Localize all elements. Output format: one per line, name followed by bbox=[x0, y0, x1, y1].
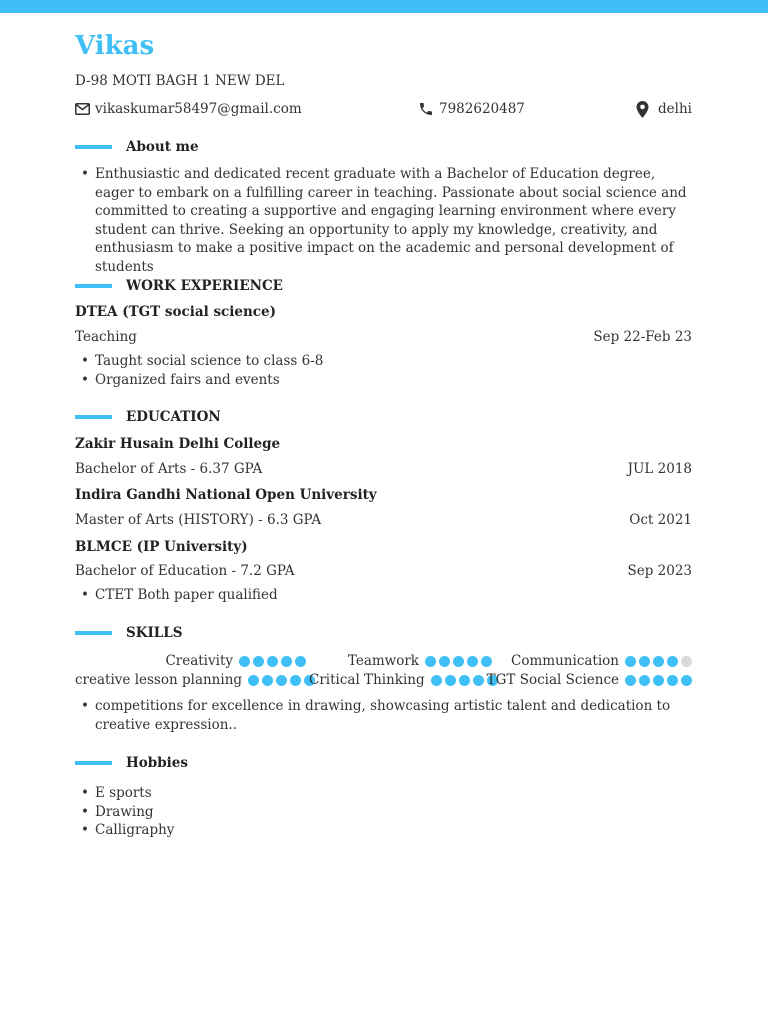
rating-dot-filled bbox=[667, 656, 678, 667]
rating-dot-filled bbox=[248, 675, 259, 686]
top-accent-bar bbox=[0, 0, 768, 13]
rating-dot-filled bbox=[262, 675, 273, 686]
education-degree: Bachelor of Arts - 6.37 GPA bbox=[75, 461, 263, 477]
section-title-skills: SKILLS bbox=[126, 625, 183, 641]
contact-row bbox=[75, 100, 692, 118]
rating-dot-filled bbox=[431, 675, 442, 686]
hobbies-list bbox=[75, 784, 692, 840]
rating-dot-filled bbox=[481, 656, 492, 667]
rating-dot-filled bbox=[276, 675, 287, 686]
education-date: Sep 2023 bbox=[627, 563, 692, 579]
education-degree-row bbox=[75, 562, 692, 580]
skill-rating bbox=[625, 675, 695, 686]
skill-name: Communication bbox=[511, 653, 619, 669]
skill-teamwork bbox=[348, 652, 495, 670]
skill-rating bbox=[248, 675, 318, 686]
work-dates: Sep 22-Feb 23 bbox=[593, 329, 692, 345]
skill-name: creative lesson planning bbox=[75, 672, 243, 688]
section-title-education: EDUCATION bbox=[126, 409, 221, 425]
work-role-row bbox=[75, 328, 692, 346]
list-item: • Taught social science to class 6-8 bbox=[75, 352, 692, 371]
rating-dot-filled bbox=[267, 656, 278, 667]
candidate-name: Vikas bbox=[75, 31, 155, 61]
rating-dot-filled bbox=[290, 675, 301, 686]
rating-dot-filled bbox=[473, 675, 484, 686]
rating-dot-filled bbox=[239, 656, 250, 667]
education-date: Oct 2021 bbox=[629, 512, 692, 528]
section-header-work bbox=[75, 277, 692, 295]
location-text: delhi bbox=[658, 101, 692, 117]
rating-dot-filled bbox=[467, 656, 478, 667]
education-school: Indira Gandhi National Open University bbox=[75, 487, 377, 503]
education-degree-row bbox=[75, 511, 692, 529]
list-item: • Organized fairs and events bbox=[75, 371, 692, 390]
skill-creativity bbox=[165, 652, 309, 670]
skill-name: TGT Social Science bbox=[486, 672, 619, 688]
education-school: Zakir Husain Delhi College bbox=[75, 436, 281, 452]
list-item: • CTET Both paper qualified bbox=[75, 586, 692, 605]
email-text: vikaskumar58497@gmail.com bbox=[95, 101, 302, 117]
about-list bbox=[75, 165, 692, 277]
list-item: • Drawing bbox=[75, 803, 692, 822]
education-school-row bbox=[75, 486, 692, 504]
section-title-work: WORK EXPERIENCE bbox=[126, 278, 283, 294]
section-header-education bbox=[75, 408, 692, 426]
skill-tgt-social-science bbox=[487, 671, 695, 689]
section-accent-bar bbox=[75, 631, 112, 635]
work-role: Teaching bbox=[75, 329, 137, 345]
rating-dot-filled bbox=[439, 656, 450, 667]
rating-dot-filled bbox=[253, 656, 264, 667]
skill-rating bbox=[425, 656, 495, 667]
skills-bullets bbox=[75, 697, 692, 734]
contact-location bbox=[636, 100, 692, 118]
work-org: DTEA (TGT social science) bbox=[75, 304, 277, 320]
education-degree: Bachelor of Education - 7.2 GPA bbox=[75, 563, 295, 579]
rating-dot-filled bbox=[453, 656, 464, 667]
rating-dot-filled bbox=[459, 675, 470, 686]
section-accent-bar bbox=[75, 145, 112, 149]
list-item: • competitions for excellence in drawing, showcasing artistic talent and dedication to creative expression.. bbox=[75, 697, 692, 734]
contact-phone[interactable] bbox=[418, 100, 525, 118]
rating-dot-empty bbox=[681, 656, 692, 667]
skill-rating bbox=[239, 656, 309, 667]
skill-creative-lesson-planning bbox=[75, 671, 318, 689]
section-accent-bar bbox=[75, 761, 112, 765]
skill-name: Teamwork bbox=[347, 653, 419, 669]
education-date: JUL 2018 bbox=[627, 461, 692, 477]
rating-dot-filled bbox=[667, 675, 678, 686]
map-pin-icon bbox=[636, 101, 649, 118]
skill-critical-thinking bbox=[309, 671, 501, 689]
education-school: BLMCE (IP University) bbox=[75, 539, 248, 555]
phone-text: 7982620487 bbox=[439, 101, 525, 117]
education-degree: Master of Arts (HISTORY) - 6.3 GPA bbox=[75, 512, 322, 528]
work-org-row bbox=[75, 303, 692, 321]
section-header-skills bbox=[75, 624, 692, 642]
skill-communication bbox=[511, 652, 695, 670]
rating-dot-filled bbox=[281, 656, 292, 667]
rating-dot-filled bbox=[625, 675, 636, 686]
phone-icon bbox=[418, 101, 434, 117]
rating-dot-filled bbox=[625, 656, 636, 667]
address: D-98 MOTI BAGH 1 NEW DEL bbox=[75, 73, 285, 89]
skill-rating bbox=[625, 656, 695, 667]
rating-dot-filled bbox=[639, 656, 650, 667]
rating-dot-filled bbox=[653, 656, 664, 667]
section-accent-bar bbox=[75, 284, 112, 288]
list-item: • Calligraphy bbox=[75, 821, 692, 840]
rating-dot-filled bbox=[639, 675, 650, 686]
section-title-hobbies: Hobbies bbox=[126, 755, 188, 771]
rating-dot-filled bbox=[445, 675, 456, 686]
education-bullets bbox=[75, 586, 692, 605]
rating-dot-filled bbox=[653, 675, 664, 686]
section-accent-bar bbox=[75, 415, 112, 419]
contact-email[interactable] bbox=[75, 100, 302, 118]
section-header-about bbox=[75, 138, 692, 156]
skill-name: Critical Thinking bbox=[309, 672, 425, 688]
rating-dot-filled bbox=[425, 656, 436, 667]
skill-name: Creativity bbox=[165, 653, 233, 669]
envelope-icon bbox=[75, 103, 90, 115]
section-title-about: About me bbox=[126, 139, 199, 155]
rating-dot-filled bbox=[681, 675, 692, 686]
list-item: • E sports bbox=[75, 784, 692, 803]
section-header-hobbies bbox=[75, 754, 692, 772]
rating-dot-filled bbox=[295, 656, 306, 667]
work-bullets bbox=[75, 352, 692, 389]
education-degree-row bbox=[75, 460, 692, 478]
education-school-row bbox=[75, 538, 692, 556]
about-text: • Enthusiastic and dedicated recent graduate with a Bachelor of Education degree, eager to embark on a fulfilling career in teaching. Passionate about social science and committed to creating a supportive and engaging learning environment where every student can thrive. Seeking an opportunity to apply my knowledge, creativity, and enthusiasm to make a positive impact on the academic and personal development of students bbox=[75, 165, 692, 277]
education-school-row bbox=[75, 435, 692, 453]
